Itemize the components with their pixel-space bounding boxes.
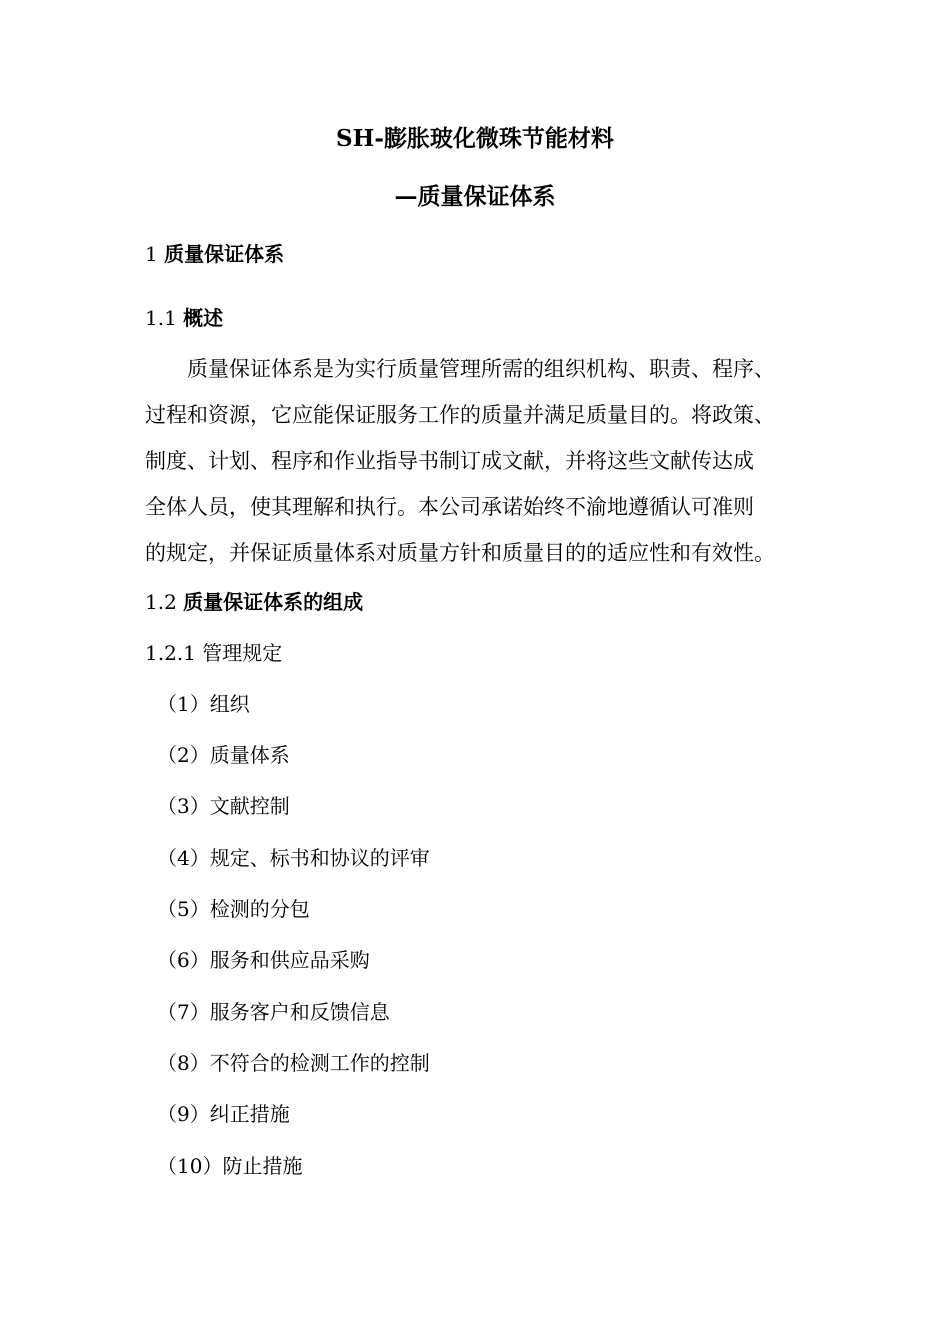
section-title: 质量保证体系的组成 <box>183 590 364 614</box>
list-item: （9）纠正措施 <box>157 1102 290 1126</box>
document-subtitle: —质量保证体系 <box>394 183 556 210</box>
list-item: （5）检测的分包 <box>157 897 310 921</box>
overview-paragraph <box>145 346 835 576</box>
list-item: （3）文献控制 <box>157 794 290 818</box>
subsection-heading-1-2-1: 1.2.1 管理规定 <box>145 641 283 665</box>
paragraph-line: 制度、计划、程序和作业指导书制订成文献，并将这些文献传达成 <box>145 449 754 473</box>
section-heading-1 <box>145 240 284 268</box>
list-item: （2）质量体系 <box>157 743 290 767</box>
section-title: 概述 <box>183 306 224 330</box>
section-title: 质量保证体系 <box>164 242 285 266</box>
paragraph-line: 的规定，并保证质量体系对质量方针和质量目的的适应性和有效性。 <box>145 541 775 565</box>
section-number: 1 <box>145 242 158 266</box>
section-number: 1.2 <box>145 590 177 614</box>
list-item: （6）服务和供应品采购 <box>157 948 370 972</box>
list-item: （8）不符合的检测工作的控制 <box>157 1051 430 1075</box>
section-number: 1.1 <box>145 306 177 330</box>
document-title: SH-膨胀玻化微珠节能材料 <box>336 125 614 152</box>
list-item: （4）规定、标书和协议的评审 <box>157 846 430 870</box>
paragraph-line: 过程和资源，它应能保证服务工作的质量并满足质量目的。将政策、 <box>145 403 775 427</box>
paragraph-line: 质量保证体系是为实行质量管理所需的组织机构、职责、程序、 <box>145 357 775 381</box>
paragraph-line: 全体人员，使其理解和执行。本公司承诺始终不渝地遵循认可准则 <box>145 495 754 519</box>
section-heading-1-1 <box>145 304 223 332</box>
list-item: （1）组织 <box>157 692 250 716</box>
list-item: （7）服务客户和反馈信息 <box>157 1000 390 1024</box>
list-item: （10）防止措施 <box>157 1154 303 1178</box>
section-heading-1-2 <box>145 588 363 616</box>
